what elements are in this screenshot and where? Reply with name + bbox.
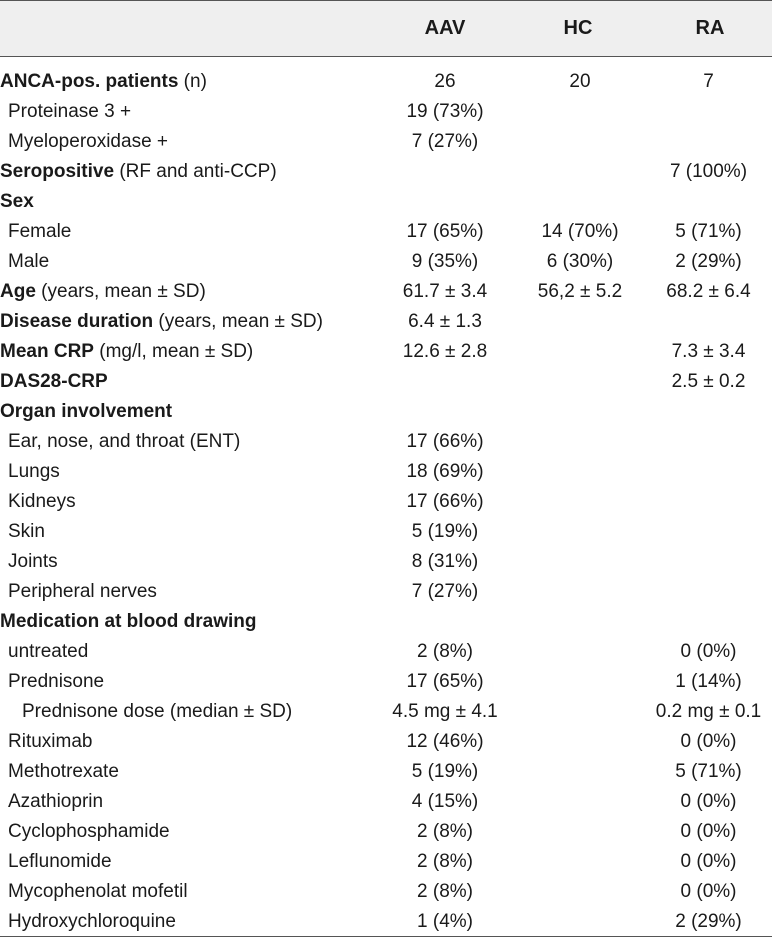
cell-aav: 17 (66%): [406, 431, 484, 452]
cell-aav: 5 (19%): [411, 761, 479, 782]
table-row: [0, 277, 772, 307]
cell-aav: 12.6 ± 2.8: [402, 341, 488, 362]
row-label-text: Proteinase 3 +: [8, 101, 132, 122]
cell-ra: 5 (71%): [675, 221, 742, 242]
cell-aav: 17 (66%): [406, 491, 484, 512]
cell-ra: 7: [703, 71, 714, 92]
row-label-text: untreated: [8, 641, 89, 662]
row-label-text: Prednisone: [8, 671, 105, 692]
cell-ra: 0 (0%): [680, 821, 737, 842]
header-hc: HC: [563, 17, 593, 39]
table-row: [0, 817, 772, 847]
table-row: [0, 127, 772, 157]
header-aav: AAV: [424, 17, 466, 39]
cell-aav: 7 (27%): [411, 581, 479, 602]
cell-ra: 0.2 mg ± 0.1: [655, 701, 762, 722]
row-label-bold: ANCA-pos. patients: [0, 71, 179, 92]
row-label: [8, 877, 188, 907]
row-label: [8, 667, 104, 697]
row-label: [8, 487, 76, 517]
cell-hc: 6 (30%): [546, 251, 614, 272]
table-row: [0, 247, 772, 277]
row-label-text: Peripheral nerves: [8, 581, 157, 602]
row-label: [8, 847, 112, 877]
row-label-bold: Seropositive: [0, 161, 115, 182]
row-label: [8, 127, 168, 157]
cell-aav: 17 (65%): [406, 671, 484, 692]
row-label-text: Ear, nose, and throat (ENT): [8, 431, 241, 452]
row-label-text: Skin: [8, 521, 45, 542]
row-label: [8, 427, 240, 457]
table-row: [0, 607, 772, 637]
row-label: [0, 337, 253, 367]
table-row: [0, 667, 772, 697]
table-row: [0, 187, 772, 217]
cell-aav: 19 (73%): [406, 101, 484, 122]
cell-hc: 14 (70%): [541, 221, 619, 242]
table-row: [0, 157, 772, 187]
table-row: [0, 337, 772, 367]
top-rule: [0, 0, 772, 1]
cell-aav: 18 (69%): [406, 461, 484, 482]
row-label: [8, 247, 49, 277]
row-label-text: Cyclophosphamide: [8, 821, 170, 842]
table-row: [0, 307, 772, 337]
cell-aav: 4.5 mg ± 4.1: [392, 701, 498, 722]
row-label: [8, 457, 60, 487]
cell-ra: 7.3 ± 3.4: [671, 341, 746, 362]
cell-ra: 2 (29%): [675, 911, 742, 932]
cell-aav: 17 (65%): [406, 221, 484, 242]
cell-ra: 7 (100%): [669, 161, 748, 182]
cell-ra: 2.5 ± 0.2: [671, 371, 746, 392]
cell-hc: 20: [569, 71, 591, 92]
cell-ra: 0 (0%): [680, 851, 737, 872]
row-label: [8, 817, 170, 847]
cell-ra: 0 (0%): [680, 731, 737, 752]
row-label-bold: Sex: [0, 191, 34, 212]
row-label-bold: Medication at blood drawing: [0, 611, 257, 632]
row-label: [0, 397, 172, 427]
row-label: [8, 547, 58, 577]
table-row: [0, 547, 772, 577]
row-label-text: Prednisone dose (median ± SD): [22, 701, 293, 722]
cell-aav: 9 (35%): [411, 251, 479, 272]
row-label: [0, 307, 323, 337]
cell-aav: 61.7 ± 3.4: [402, 281, 488, 302]
cell-ra: 1 (14%): [675, 671, 742, 692]
cell-aav: 2 (8%): [417, 641, 473, 662]
header-ra: RA: [695, 17, 725, 39]
table-row: [0, 757, 772, 787]
cell-ra: 5 (71%): [675, 761, 742, 782]
row-label-text: Leflunomide: [8, 851, 112, 872]
row-label: [0, 607, 257, 637]
row-label-text: Male: [8, 251, 50, 272]
cell-aav: 26: [434, 71, 456, 92]
table-row: [0, 517, 772, 547]
row-label: [8, 217, 71, 247]
table-row: [0, 217, 772, 247]
cell-hc: 56,2 ± 5.2: [537, 281, 623, 302]
table-row: [0, 787, 772, 817]
cell-ra: 2 (29%): [675, 251, 742, 272]
row-label-text: Mycophenolat mofetil: [8, 881, 188, 902]
table-row: [0, 577, 772, 607]
cell-aav: 5 (19%): [411, 521, 479, 542]
row-label: [0, 157, 277, 187]
row-label-bold: Mean CRP: [0, 341, 94, 362]
row-label: [8, 907, 176, 937]
cell-aav: 2 (8%): [417, 881, 473, 902]
row-label-text: (n): [178, 71, 207, 92]
row-label: [8, 757, 119, 787]
header-rule: [0, 56, 772, 57]
row-label: [8, 787, 103, 817]
row-label-bold: Disease duration: [0, 311, 154, 332]
cell-ra: 68.2 ± 6.4: [666, 281, 751, 302]
row-label: [8, 727, 92, 757]
table-row: [0, 847, 772, 877]
row-label: [8, 97, 131, 127]
row-label: [0, 367, 108, 397]
row-label-text: Rituximab: [8, 731, 93, 752]
row-label-text: (years, mean ± SD): [35, 281, 206, 302]
table-row: [0, 97, 772, 127]
cell-aav: 6.4 ± 1.3: [408, 311, 482, 332]
row-label-bold: DAS28-CRP: [0, 371, 108, 392]
table-row: [0, 877, 772, 907]
row-label-text: Joints: [8, 551, 58, 572]
row-label-bold: Organ involvement: [0, 401, 173, 422]
table-row: [0, 367, 772, 397]
cell-aav: 2 (8%): [417, 851, 473, 872]
row-label: [0, 277, 206, 307]
table-row: [0, 397, 772, 427]
cell-aav: 8 (31%): [411, 551, 479, 572]
row-label-text: (RF and anti-CCP): [114, 161, 277, 182]
table-row: [0, 727, 772, 757]
row-label-text: Lungs: [8, 461, 60, 482]
row-label-text: (years, mean ± SD): [153, 311, 323, 332]
row-label-text: Myeloperoxidase +: [8, 131, 169, 152]
row-label: [8, 637, 88, 667]
row-label-text: Azathioprin: [8, 791, 104, 812]
cell-ra: 0 (0%): [680, 791, 737, 812]
row-label-text: Methotrexate: [8, 761, 119, 782]
cell-aav: 12 (46%): [406, 731, 484, 752]
table-row: [0, 637, 772, 667]
row-label-text: (mg/l, mean ± SD): [93, 341, 254, 362]
cell-aav: 1 (4%): [417, 911, 473, 932]
row-label: [22, 697, 292, 727]
row-label-text: Hydroxychloroquine: [8, 911, 176, 932]
row-label-text: Female: [8, 221, 72, 242]
row-label: [8, 577, 157, 607]
table-row: [0, 457, 772, 487]
row-label: [0, 67, 207, 97]
cell-aav: 2 (8%): [417, 821, 473, 842]
cell-aav: 4 (15%): [411, 791, 479, 812]
cell-aav: 7 (27%): [411, 131, 479, 152]
row-label: [8, 517, 45, 547]
row-label-bold: Age: [0, 281, 36, 302]
cell-ra: 0 (0%): [680, 641, 737, 662]
table-row: [0, 697, 772, 727]
table-row: [0, 427, 772, 457]
row-label: [0, 187, 34, 217]
table-row: [0, 907, 772, 937]
row-label-text: Kidneys: [8, 491, 76, 512]
cell-ra: 0 (0%): [680, 881, 737, 902]
table-row: [0, 487, 772, 517]
table-row: [0, 67, 772, 97]
